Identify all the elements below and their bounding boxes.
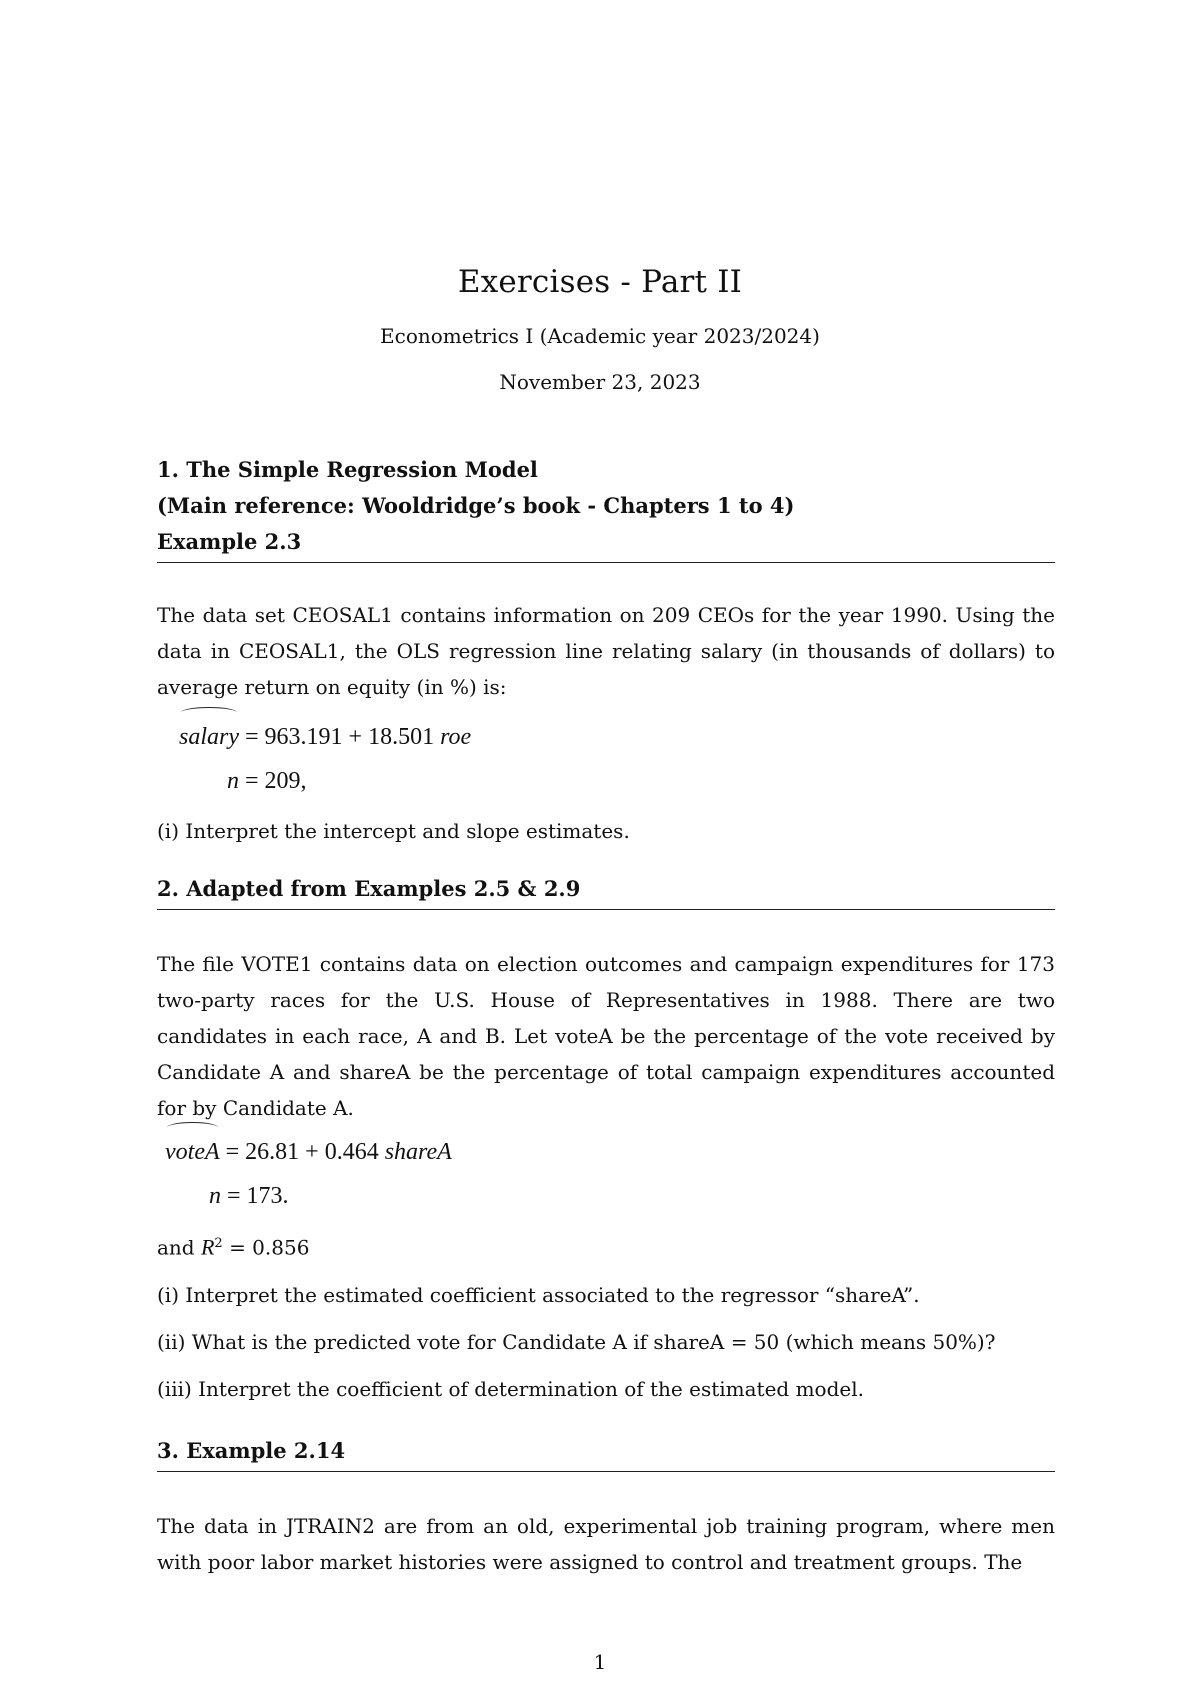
section-3-divider — [157, 1471, 1055, 1472]
section-3 — [157, 1433, 1055, 1580]
vote-hat-var: voteA — [165, 1130, 220, 1174]
vote-equation-rhs: = 26.81 + 0.464 — [225, 1139, 379, 1165]
vote-sample-size — [157, 1174, 1055, 1218]
page-number: 1 — [593, 1650, 607, 1674]
vote-n-value: = 173. — [227, 1183, 289, 1209]
document-title: Exercises - Part II — [457, 264, 743, 300]
section-2-paragraph: The file VOTE1 contains data on election outcomes and campaign expenditures for 173 two-party races for the U.S. House of Representatives in 1988. There are two candidates in each race, A and B. Let voteA be the percentage of the vote received by Candidate A and shareA be the percentage of total campaign expenditures accounted for by Candidate A. — [157, 952, 1055, 1120]
salary-hat-var: salary — [179, 715, 239, 759]
section-3-heading: 3. Example 2.14 — [157, 1437, 346, 1463]
vote-equation-var: shareA — [384, 1139, 452, 1165]
r-squared-line — [157, 1226, 1055, 1266]
section-3-paragraph: The data in JTRAIN2 are from an old, experimental job training program, where men with poor labor market histories were assigned to control and treatment groups. The — [157, 1513, 1055, 1574]
r-squared-var: R — [200, 1234, 215, 1260]
section-1-reference: (Main reference: Wooldridge’s book - Chapters 1 to 4) — [157, 493, 795, 518]
salary-equation-rhs: = 963.191 + 18.501 — [245, 724, 435, 750]
section-1-example-title: Example 2.3 — [157, 529, 302, 554]
section-2 — [157, 871, 1055, 1407]
section-1-paragraph: The data set CEOSAL1 contains information on 209 CEOs for the year 1990. Using the data in CEOSAL1, the OLS regression line relating salary (in thousands of dollars) to average return on equity (in %) is: — [157, 603, 1055, 699]
section-2-question-1: (i) Interpret the estimated coefficient associated to the regressor “shareA”. — [157, 1282, 920, 1307]
salary-equation — [157, 715, 1055, 759]
salary-n-value: = 209, — [245, 768, 307, 794]
section-1-heading: 1. The Simple Regression Model — [157, 457, 538, 482]
section-2-heading: 2. Adapted from Examples 2.5 & 2.9 — [157, 876, 581, 901]
document-subtitle: Econometrics I (Academic year 2023/2024) — [380, 324, 820, 348]
document-date: November 23, 2023 — [499, 370, 701, 394]
section-1-question-1: (i) Interpret the intercept and slope estimates. — [157, 819, 630, 843]
vote-n-var: n — [209, 1183, 221, 1209]
section-1 — [157, 452, 1055, 849]
section-2-divider — [157, 909, 1055, 910]
salary-sample-size — [157, 759, 1055, 803]
r-squared-prefix: and — [157, 1235, 195, 1260]
salary-equation-var: roe — [440, 724, 472, 750]
section-1-divider — [157, 562, 1055, 563]
section-2-question-3: (iii) Interpret the coefficient of determination of the estimated model. — [157, 1376, 864, 1401]
salary-n-var: n — [227, 768, 239, 794]
vote-equation — [157, 1130, 1055, 1174]
r-squared-exponent: 2 — [214, 1236, 223, 1251]
section-2-question-2: (ii) What is the predicted vote for Candidate A if shareA = 50 (which means 50%)? — [157, 1329, 996, 1354]
r-squared-value: = 0.856 — [229, 1235, 310, 1260]
document-body — [157, 452, 1055, 1580]
